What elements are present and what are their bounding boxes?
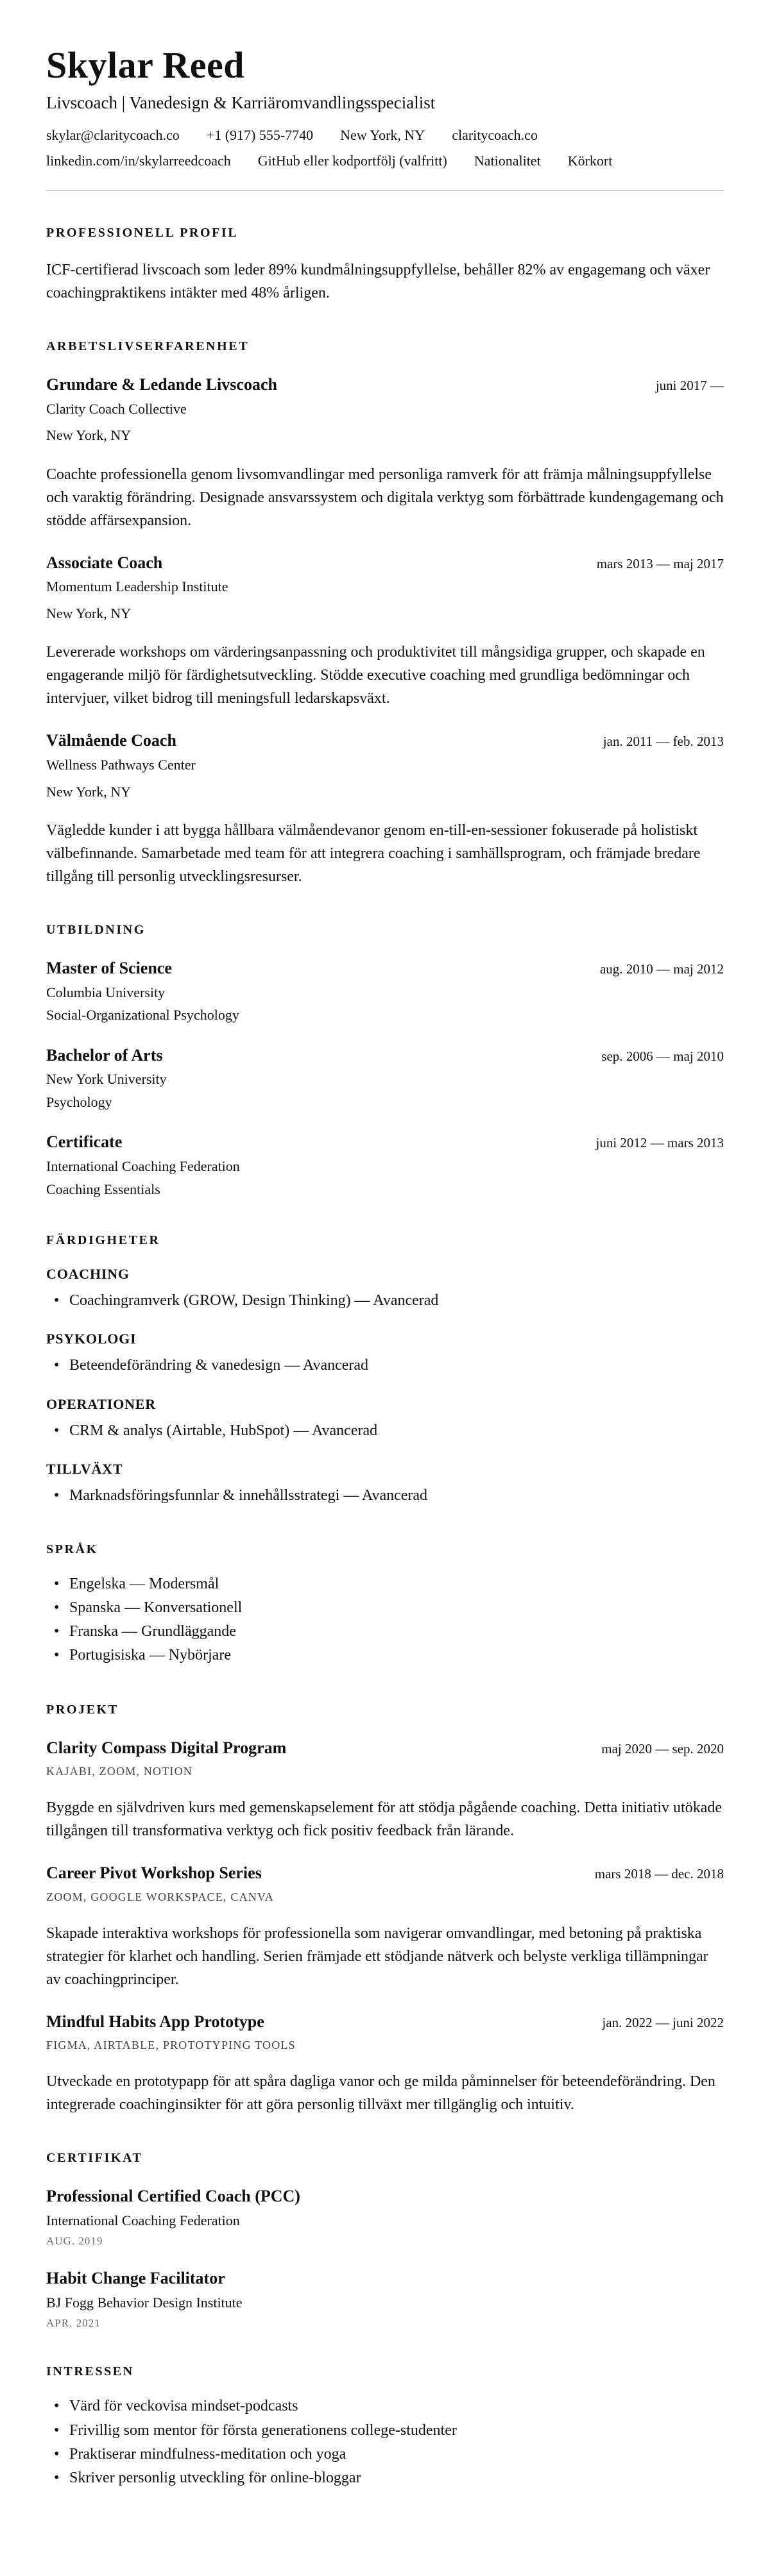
- skill-group: [46, 1461, 724, 1508]
- resume-title: Livscoach | Vanedesign & Karriäromvandlingsspecialist: [46, 92, 436, 112]
- skill-category: PSYKOLOGI: [46, 1331, 137, 1347]
- field-of-study: Social-Organizational Psychology: [46, 1007, 239, 1023]
- language-item: • Franska — Grundläggande: [46, 1620, 724, 1644]
- project-title: Career Pivot Workshop Series: [46, 1864, 262, 1883]
- section-heading-languages: SPRÅK: [46, 1542, 98, 1556]
- contact-item-nationality: Nationalitet: [474, 153, 541, 169]
- certificate-issuer: BJ Fogg Behavior Design Institute: [46, 2294, 243, 2311]
- project-entry-head: [46, 2012, 724, 2033]
- job-title: Associate Coach: [46, 553, 163, 572]
- job-title: Välmående Coach: [46, 731, 176, 750]
- header-divider: [46, 190, 724, 191]
- section-certificates: [46, 2151, 724, 2330]
- degree-title: Bachelor of Arts: [46, 1045, 163, 1065]
- project-entry-head: [46, 1863, 724, 1884]
- certificate-title: Professional Certified Coach (PCC): [46, 2187, 300, 2206]
- school-name: International Coaching Federation: [46, 1158, 240, 1174]
- skill-group: [46, 1331, 724, 1377]
- resume-name: Skylar Reed: [46, 44, 244, 86]
- project-description: Skapade interaktiva workshops för professionella som navigerar omvandlingar, med betoning på praktiska strategier för klarhet och handling. Serien främjade ett stödjande nätverk och belyste verkliga tillämpningar av coachingprinciper.: [46, 1924, 708, 1988]
- contact-row-2: [46, 153, 724, 169]
- skill-category: TILLVÄXT: [46, 1460, 123, 1477]
- job-location: New York, NY: [46, 427, 132, 444]
- profile-text: ICF-certifierad livscoach som leder 89% kundmålningsuppfyllelse, behåller 82% av engagemang och växer coachingpraktikens intäkter med 48% årligen.: [46, 262, 710, 302]
- skill-list: [46, 1419, 724, 1443]
- experience-entry-head: [46, 730, 724, 752]
- skill-item: • Beteendeförändring & vanedesign — Avancerad: [46, 1354, 724, 1377]
- skill-item: • CRM & analys (Airtable, HubSpot) — Avancerad: [46, 1419, 724, 1443]
- experience-entry: [46, 375, 724, 532]
- job-company: Momentum Leadership Institute: [46, 578, 228, 595]
- job-date: juni 2017 —: [655, 378, 724, 394]
- certificate-entry: [46, 2186, 724, 2248]
- interest-list: [46, 2395, 724, 2490]
- section-skills: [46, 1233, 724, 1508]
- section-projects: [46, 1703, 724, 2117]
- skill-category: OPERATIONER: [46, 1395, 156, 1412]
- project-date: maj 2020 — sep. 2020: [601, 1740, 724, 1756]
- section-interests: [46, 2364, 724, 2490]
- degree-title: Certificate: [46, 1132, 123, 1152]
- skill-item: • Marknadsföringsfunnlar & innehållsstrategi — Avancerad: [46, 1484, 724, 1508]
- education-date: sep. 2006 — maj 2010: [601, 1048, 724, 1064]
- job-company: Wellness Pathways Center: [46, 756, 196, 773]
- project-entry: [46, 1863, 724, 1991]
- skill-category: COACHING: [46, 1266, 130, 1283]
- school-name: Columbia University: [46, 984, 166, 1000]
- skill-list: [46, 1289, 724, 1313]
- language-item: • Engelska — Modersmål: [46, 1572, 724, 1596]
- skill-group: [46, 1396, 724, 1443]
- job-company: Clarity Coach Collective: [46, 400, 187, 417]
- skill-group: [46, 1266, 724, 1313]
- project-entry: [46, 2012, 724, 2117]
- certificate-date: AUG. 2019: [46, 2235, 103, 2248]
- language-item: • Portugisiska — Nybörjare: [46, 1644, 724, 1667]
- contact-item-linkedin: linkedin.com/in/skylarreedcoach: [46, 153, 231, 169]
- section-education: [46, 923, 724, 1199]
- job-description: Levererade workshops om värderingsanpassning och produktivitet till mångsidiga grupper, och skapade en engagerande miljö för färdighetsutveckling. Stödde executive coaching med grundliga bedömningar och intervjuer, vilket bidrog till meningsfull ledarskapsväxt.: [46, 644, 705, 707]
- section-languages: [46, 1542, 724, 1668]
- project-entry-head: [46, 1738, 724, 1759]
- job-location: New York, NY: [46, 783, 132, 800]
- school-name: New York University: [46, 1071, 167, 1088]
- project-date: mars 2018 — dec. 2018: [594, 1866, 724, 1882]
- field-of-study: Coaching Essentials: [46, 1181, 160, 1197]
- contact-item-website: claritycoach.co: [452, 127, 538, 144]
- project-entry: [46, 1738, 724, 1843]
- education-entry: [46, 958, 724, 1025]
- project-date: jan. 2022 — juni 2022: [602, 2014, 724, 2030]
- skill-list: [46, 1484, 724, 1508]
- experience-entry-head: [46, 375, 724, 396]
- education-entry-head: [46, 1132, 724, 1153]
- section-heading-projects: PROJEKT: [46, 1702, 119, 1717]
- project-tools: KAJABI, ZOOM, NOTION: [46, 1765, 193, 1778]
- education-entry: [46, 1132, 724, 1199]
- education-entry: [46, 1045, 724, 1112]
- education-date: juni 2012 — mars 2013: [595, 1135, 724, 1151]
- certificate-issuer: International Coaching Federation: [46, 2212, 240, 2228]
- certificate-title: Habit Change Facilitator: [46, 2269, 225, 2288]
- experience-entry: [46, 553, 724, 711]
- education-date: aug. 2010 — maj 2012: [599, 961, 724, 977]
- section-heading-skills: FÄRDIGHETER: [46, 1233, 160, 1248]
- interest-item: • Praktiserar mindfulness-meditation och yoga: [46, 2443, 724, 2466]
- section-heading-profile: PROFESSIONELL PROFIL: [46, 226, 239, 240]
- project-tools: ZOOM, GOOGLE WORKSPACE, CANVA: [46, 1890, 275, 1903]
- section-profile: [46, 226, 724, 305]
- contact-row-1: [46, 127, 724, 144]
- job-date: mars 2013 — maj 2017: [596, 555, 724, 571]
- interest-item: • Frivillig som mentor för första generationens college-studenter: [46, 2419, 724, 2443]
- project-tools: FIGMA, AIRTABLE, PROTOTYPING TOOLS: [46, 2039, 296, 2052]
- project-description: Byggde en självdriven kurs med gemenskapselement för att stödja pågående coaching. Detta initiativ utökade tillgången till transformativa verktyg och fick positiv feedback från lärande.: [46, 1799, 723, 1840]
- resume-header: [46, 45, 724, 191]
- education-entry-head: [46, 1045, 724, 1066]
- section-heading-education: UTBILDNING: [46, 923, 146, 938]
- section-experience: [46, 339, 724, 888]
- job-date: jan. 2011 — feb. 2013: [603, 734, 724, 750]
- project-description: Utveckade en prototypapp för att spåra dagliga vanor och ge milda påminnelser för beteendeförändring. Den integrerade coachinginsikter för att göra personlig tillväxt mer tillgänglig och intuitiv.: [46, 2073, 715, 2114]
- language-list: [46, 1572, 724, 1668]
- education-entry-head: [46, 958, 724, 979]
- section-heading-interests: INTRESSEN: [46, 2364, 134, 2379]
- experience-entry: [46, 730, 724, 888]
- degree-title: Master of Science: [46, 959, 172, 978]
- certificate-entry: [46, 2268, 724, 2330]
- contact-item-github: GitHub eller kodportfölj (valfritt): [257, 153, 447, 169]
- interest-item: • Skriver personlig utveckling för online-bloggar: [46, 2466, 724, 2490]
- section-heading-certificates: CERTIFIKAT: [46, 2151, 143, 2166]
- contact-item-phone: +1 (917) 555-7740: [206, 127, 314, 144]
- contact-item-location: New York, NY: [340, 127, 425, 144]
- section-heading-experience: ARBETSLIVSERFARENHET: [46, 339, 250, 354]
- interest-item: • Värd för veckovisa mindset-podcasts: [46, 2395, 724, 2418]
- contact-item-email: skylar@claritycoach.co: [46, 127, 180, 144]
- language-item: • Spanska — Konversationell: [46, 1596, 724, 1620]
- skill-list: [46, 1354, 724, 1377]
- job-description: Vägledde kunder i att bygga hållbara välmåendevanor genom en-till-en-sessioner fokuserade på holistiskt välbefinnande. Samarbetade med team för att integrera coaching i samhällsprogram, och främjade bredare tillgång till personlig utvecklingsresurser.: [46, 822, 701, 886]
- project-title: Clarity Compass Digital Program: [46, 1738, 287, 1757]
- field-of-study: Psychology: [46, 1093, 112, 1110]
- project-title: Mindful Habits App Prototype: [46, 2012, 264, 2031]
- experience-entry-head: [46, 553, 724, 574]
- job-description: Coachte professionella genom livsomvandlingar med personliga ramverk för att främja målningsuppfyllelse och varaktig förändring. Designade ansvarssystem och digitala verktyg som förbättrade kundengagemang och stödde affärsexpansion.: [46, 466, 724, 529]
- job-title: Grundare & Ledande Livscoach: [46, 375, 277, 394]
- certificate-date: APR. 2021: [46, 2317, 101, 2330]
- job-location: New York, NY: [46, 605, 132, 621]
- skill-item: • Coachingramverk (GROW, Design Thinking) — Avancerad: [46, 1289, 724, 1313]
- contact-item-drivers-license: Körkort: [567, 153, 613, 169]
